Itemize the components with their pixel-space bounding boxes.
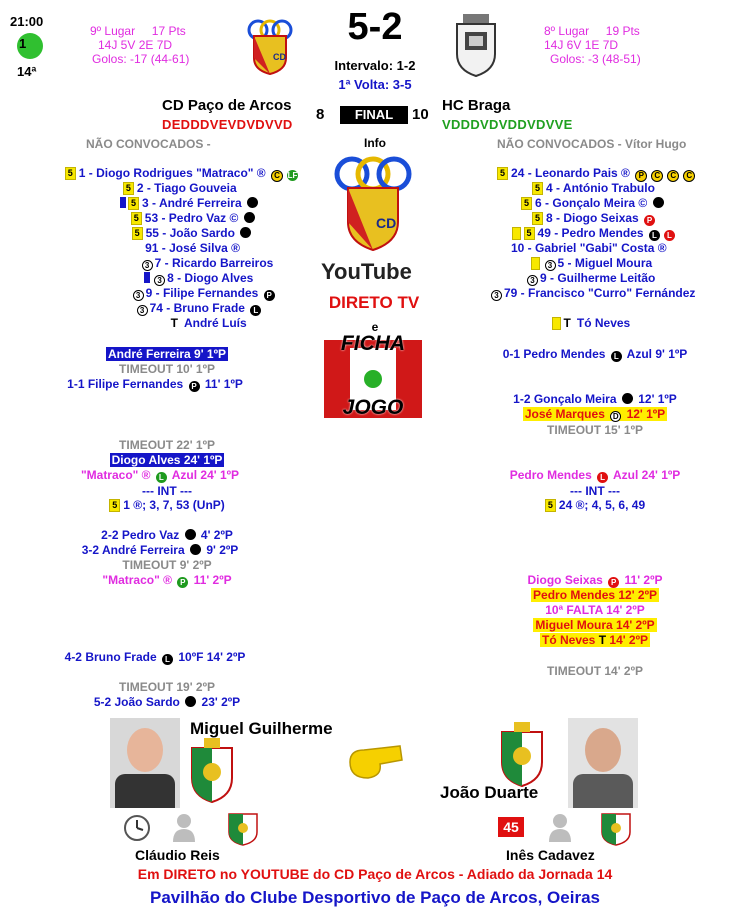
association-crest-icon (186, 738, 238, 804)
svg-text:CD: CD (273, 52, 286, 62)
round-icon: 1 (17, 33, 43, 59)
away-not-called: NÃO CONVOCADOS - Vítor Hugo (497, 137, 687, 151)
away-roster (494, 166, 737, 331)
away-team-name[interactable]: HC Braga (442, 97, 511, 114)
club-logo-icon[interactable] (330, 150, 416, 254)
roster-row[interactable]: 3 74 - Bruno Frade L (20, 301, 300, 316)
footer-venue: Pavilhão do Clube Desportivo de Paço de Arcos, Oeiras (149, 888, 600, 907)
away-event[interactable]: 0-1 Pedro Mendes L Azul 9' 1ºP (502, 347, 688, 361)
away-event[interactable]: Diogo Seixas P 11' 2ºP (527, 573, 663, 587)
home-event: TIMEOUT 9' 2ºP (122, 558, 212, 572)
match-sheet-logo[interactable]: FICHA JOGO (320, 332, 426, 422)
roster-row[interactable]: 3 9 - Guilherme Leitão (497, 271, 737, 286)
away-seed: 10 (412, 106, 429, 123)
roster-row[interactable]: 5 6 - Gonçalo Meira © (497, 196, 737, 211)
association-crest-icon (225, 808, 261, 846)
home-event[interactable]: "Matraco" ® P 11' 2ºP (102, 573, 232, 587)
home-event[interactable]: 2-2 Pedro Vaz 4' 2ºP (101, 528, 233, 542)
away-form: VDDDVDVDDVDVVE (442, 117, 573, 132)
roster-row[interactable]: 3 8 - Diogo Alves (20, 271, 300, 286)
shot-clock-badge: 45 (498, 817, 524, 837)
away-event: --- INT --- (570, 484, 620, 498)
roster-row[interactable]: 3 7 - Ricardo Barreiros (20, 256, 300, 271)
home-event[interactable]: Diogo Alves 24' 1ºP (111, 453, 223, 467)
roster-row[interactable]: 5 24 - Leonardo Pais ® P C C C (497, 166, 737, 181)
match-status-badge: FINAL (340, 106, 408, 124)
roster-row[interactable]: 10 - Gabriel "Gabi" Costa ® (511, 241, 667, 255)
whistle-icon (340, 740, 408, 782)
association-crest-icon (496, 722, 548, 788)
home-team-name[interactable]: CD Paço de Arcos (162, 97, 292, 114)
home-event[interactable]: 4-2 Bruno Frade L 10ºF 14' 2ºP (64, 650, 246, 664)
home-event: TIMEOUT 22' 1ºP (119, 438, 215, 452)
home-event: TIMEOUT 10' 1ºP (119, 362, 215, 376)
kickoff-time: 21:00 (10, 14, 44, 29)
away-event[interactable]: Miguel Moura 14' 2ºP (535, 618, 655, 632)
association-crest-icon (598, 808, 634, 846)
delegate-avatar-icon (547, 812, 573, 842)
round-label: 14ª (17, 64, 37, 79)
home-event: TIMEOUT 19' 2ºP (119, 680, 215, 694)
away-stats: 8º Lugar 19 Pts 14J 6V 1E 7D Golos: -3 (48-51) (544, 24, 641, 66)
home-event[interactable]: André Ferreira 9' 1ºP (108, 347, 226, 361)
halftime-score: Intervalo: 1-2 (334, 58, 416, 73)
roster-row[interactable]: 5 1 - Diogo Rodrigues "Matraco" ® C LF (20, 166, 300, 181)
svg-text:CD: CD (376, 215, 397, 231)
away-event[interactable]: Pedro Mendes 12' 2ºP (533, 588, 657, 602)
away-event[interactable]: 1-2 Gonçalo Meira 12' 1ºP (513, 392, 677, 406)
home-crest-icon[interactable] (240, 16, 300, 76)
referee-1-name: Miguel Guilherme (190, 719, 333, 738)
timekeeper-name: Cláudio Reis (135, 847, 220, 863)
home-event: 5 1 ®; 3, 7, 53 (UnP) (62, 498, 272, 512)
away-event[interactable]: Pedro Mendes L Azul 24' 1ºP (509, 468, 681, 482)
footer-broadcast-note[interactable]: Em DIRETO no YOUTUBE do CD Paço de Arcos - Adiado da Jornada 14 (137, 866, 613, 882)
roster-row[interactable]: 3 79 - Francisco "Curro" Fernández (489, 286, 737, 301)
home-event[interactable]: "Matraco" ® L Azul 24' 1ºP (80, 468, 240, 482)
home-event[interactable]: 3-2 André Ferreira 9' 2ºP (81, 543, 239, 557)
timekeeper-avatar-icon (171, 812, 197, 842)
referee-photo-2[interactable] (568, 718, 638, 808)
youtube-logo[interactable]: YouTube (321, 259, 412, 284)
home-seed: 8 (316, 106, 325, 123)
roster-row[interactable]: 3 9 - Filipe Fernandes P (20, 286, 300, 301)
roster-row[interactable]: 91 - José Silva ® (145, 241, 240, 255)
home-stats: 9º Lugar 17 Pts 14J 5V 2E 7D Golos: -17 (44-61) (90, 24, 190, 66)
info-link[interactable]: Info (364, 136, 386, 150)
roster-row[interactable]: 5 3 - André Ferreira (20, 196, 300, 211)
home-event: --- INT --- (142, 484, 192, 498)
away-event: TIMEOUT 14' 2ºP (547, 664, 643, 678)
home-event[interactable]: 1-1 Filipe Fernandes P 11' 1ºP (67, 377, 243, 391)
roster-row[interactable]: 5 4 - António Trabulo (497, 181, 737, 196)
roster-row[interactable]: 3 5 - Miguel Moura (497, 256, 737, 271)
roster-row[interactable]: 5 8 - Diogo Seixas P (497, 211, 737, 226)
roster-row[interactable]: T André Luís (170, 316, 247, 330)
roster-row[interactable]: 5 53 - Pedro Vaz © (20, 211, 300, 226)
away-event[interactable]: Tó Neves T 14' 2ºP (542, 633, 648, 647)
delegate-name: Inês Cadavez (506, 847, 595, 863)
away-crest-icon[interactable] (453, 14, 499, 78)
home-not-called: NÃO CONVOCADOS - (86, 137, 211, 151)
roster-row[interactable]: 5 2 - Tiago Gouveia (20, 181, 300, 196)
final-score: 5-2 (347, 6, 403, 48)
home-event[interactable]: 5-2 João Sardo 23' 2ºP (93, 695, 241, 709)
referee-2-name: João Duarte (440, 783, 539, 802)
away-event: TIMEOUT 15' 1ºP (547, 423, 643, 437)
roster-row[interactable]: T Tó Neves (497, 316, 737, 331)
first-leg-score: 1ª Volta: 3-5 (338, 77, 412, 92)
roster-row[interactable]: 5 55 - João Sardo (20, 226, 300, 241)
and-label: e (371, 320, 379, 334)
away-event: 10ª FALTA 14' 2ºP (545, 603, 645, 617)
away-event[interactable]: José Marques D 12' 1ºP (524, 407, 666, 421)
home-roster (20, 166, 300, 331)
home-form: DEDDDVEVDVDVVD (162, 117, 293, 132)
live-tv-label[interactable]: DIRETO TV (328, 293, 420, 312)
roster-row[interactable]: 5 49 - Pedro Mendes L L (497, 226, 737, 241)
referee-photo-1[interactable] (110, 718, 180, 808)
away-event: 5 24 ®; 4, 5, 6, 49 (480, 498, 710, 512)
clock-icon (123, 814, 151, 842)
